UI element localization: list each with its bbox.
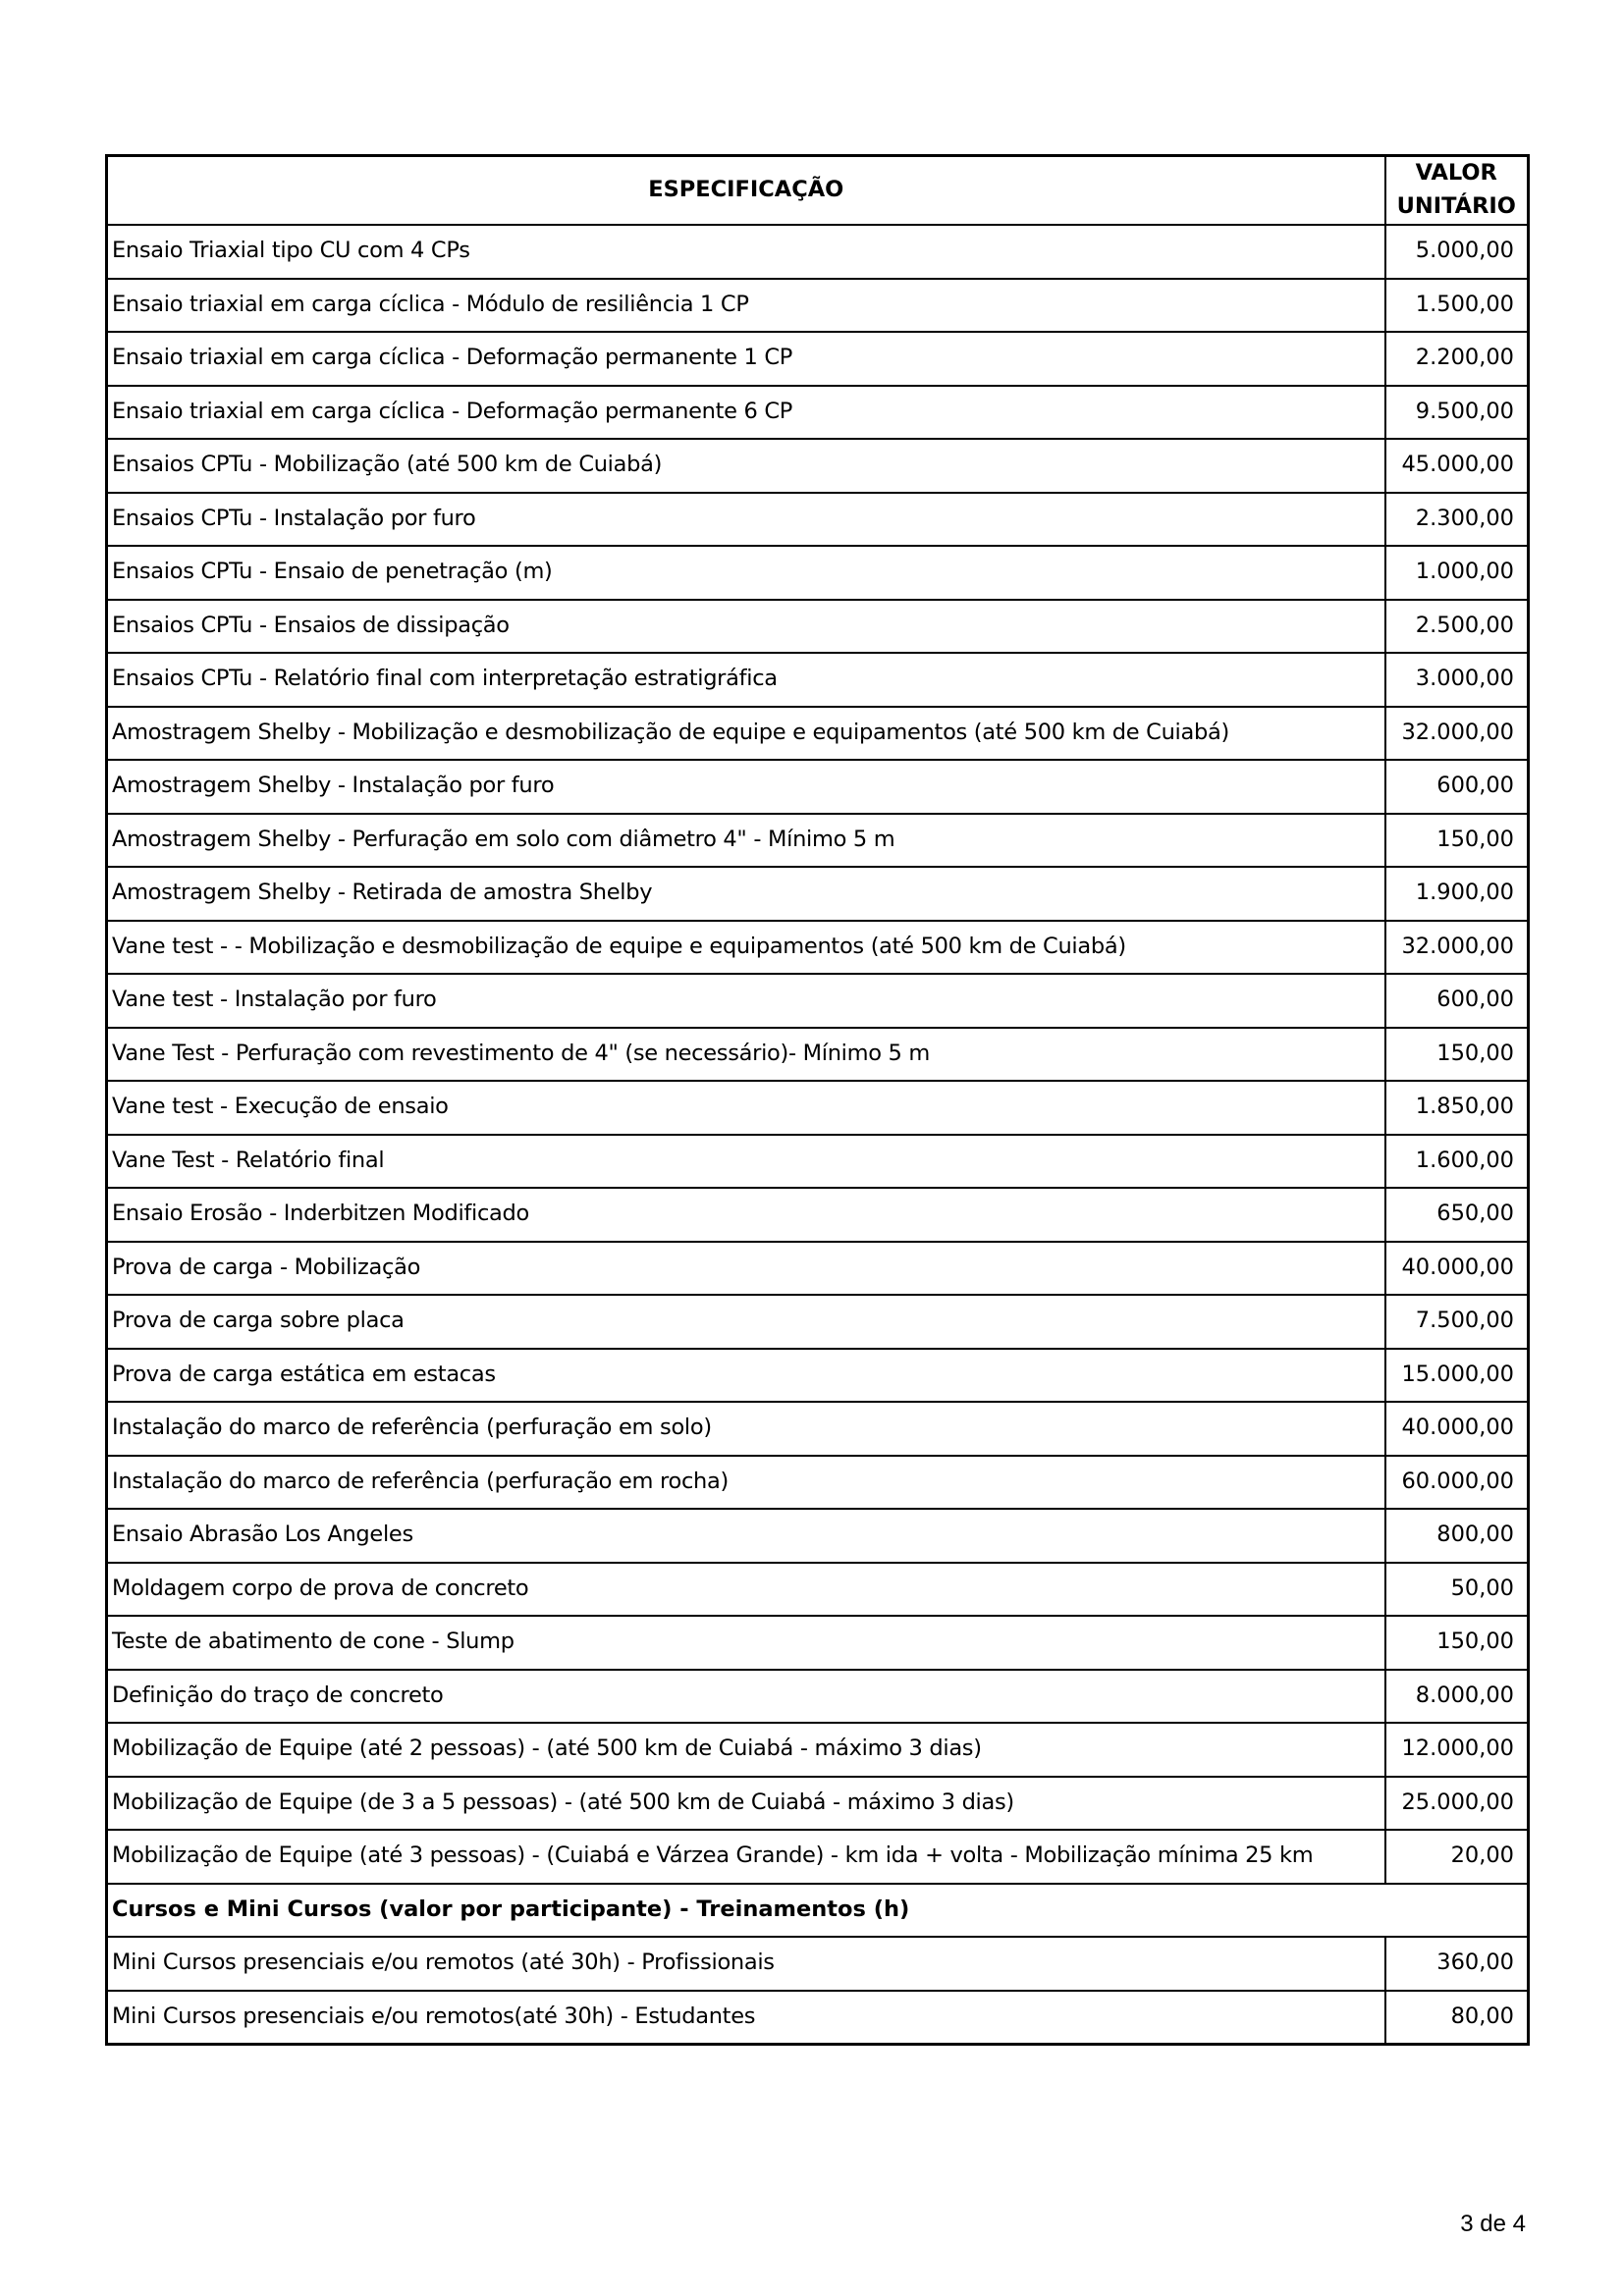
spec-cell: Mini Cursos presenciais e/ou remotos (até 30h) - Profissionais [107,1937,1385,1991]
table-row [107,1456,1529,1510]
table-row [107,493,1529,547]
spec-cell: Ensaio Abrasão Los Angeles [107,1509,1385,1563]
value-cell: 1.000,00 [1385,546,1529,600]
header-especificacao: ESPECIFICAÇÃO [107,156,1385,226]
table-row [107,439,1529,493]
spec-cell: Vane test - Instalação por furo [107,974,1385,1028]
table-row [107,707,1529,761]
value-cell: 150,00 [1385,814,1529,868]
spec-cell: Teste de abatimento de cone - Slump [107,1616,1385,1670]
table-row [107,1188,1529,1242]
spec-cell: Ensaio triaxial em carga cíclica - Módulo de resiliência 1 CP [107,279,1385,333]
table-row [107,1135,1529,1189]
value-cell: 12.000,00 [1385,1723,1529,1777]
spec-cell: Prova de carga sobre placa [107,1295,1385,1349]
table-row [107,600,1529,654]
value-cell: 80,00 [1385,1991,1529,2045]
price-table [105,154,1530,2046]
spec-cell: Ensaio Triaxial tipo CU com 4 CPs [107,225,1385,279]
value-cell: 800,00 [1385,1509,1529,1563]
header-valor-line2: UNITÁRIO [1396,193,1516,219]
value-cell: 600,00 [1385,760,1529,814]
table-row [107,1616,1529,1670]
spec-cell: Vane test - Execução de ensaio [107,1081,1385,1135]
spec-cell: Ensaio Erosão - Inderbitzen Modificado [107,1188,1385,1242]
spec-cell: Mini Cursos presenciais e/ou remotos(até 30h) - Estudantes [107,1991,1385,2045]
table-body [107,225,1529,2045]
table-row [107,867,1529,921]
table-row [107,1563,1529,1617]
spec-cell: Amostragem Shelby - Retirada de amostra Shelby [107,867,1385,921]
value-cell: 650,00 [1385,1188,1529,1242]
page-number: 3 de 4 [1460,2211,1526,2237]
section-title: Cursos e Mini Cursos (valor por participante) - Treinamentos (h) [107,1884,1529,1938]
spec-cell: Ensaios CPTu - Relatório final com interpretação estratigráfica [107,653,1385,707]
value-cell: 40.000,00 [1385,1402,1529,1456]
table-row [107,1777,1529,1831]
spec-cell: Amostragem Shelby - Mobilização e desmobilização de equipe e equipamentos (até 500 km de Cuiabá) [107,707,1385,761]
table-row [107,921,1529,975]
table-row [107,332,1529,386]
value-cell: 8.000,00 [1385,1670,1529,1724]
value-cell: 60.000,00 [1385,1456,1529,1510]
spec-cell: Mobilização de Equipe (de 3 a 5 pessoas) - (até 500 km de Cuiabá - máximo 3 dias) [107,1777,1385,1831]
table-row [107,653,1529,707]
table-row [107,386,1529,440]
value-cell: 7.500,00 [1385,1295,1529,1349]
spec-cell: Instalação do marco de referência (perfuração em solo) [107,1402,1385,1456]
table-row [107,1830,1529,1884]
spec-cell: Mobilização de Equipe (até 3 pessoas) - (Cuiabá e Várzea Grande) - km ida + volta - Mobilização mínima 25 km [107,1830,1385,1884]
value-cell: 45.000,00 [1385,439,1529,493]
value-cell: 2.500,00 [1385,600,1529,654]
value-cell: 360,00 [1385,1937,1529,1991]
value-cell: 3.000,00 [1385,653,1529,707]
spec-cell: Vane Test - Relatório final [107,1135,1385,1189]
value-cell: 32.000,00 [1385,707,1529,761]
spec-cell: Vane Test - Perfuração com revestimento de 4" (se necessário)- Mínimo 5 m [107,1028,1385,1082]
table-row [107,1242,1529,1296]
table-row [107,1295,1529,1349]
value-cell: 150,00 [1385,1028,1529,1082]
table-row [107,1081,1529,1135]
spec-cell: Ensaios CPTu - Ensaio de penetração (m) [107,546,1385,600]
spec-cell: Ensaios CPTu - Mobilização (até 500 km de Cuiabá) [107,439,1385,493]
spec-cell: Ensaios CPTu - Instalação por furo [107,493,1385,547]
value-cell: 2.200,00 [1385,332,1529,386]
header-valor-unitario [1385,156,1529,226]
value-cell: 600,00 [1385,974,1529,1028]
section-row [107,1884,1529,1938]
spec-cell: Moldagem corpo de prova de concreto [107,1563,1385,1617]
spec-cell: Prova de carga estática em estacas [107,1349,1385,1403]
value-cell: 32.000,00 [1385,921,1529,975]
table-row [107,974,1529,1028]
table-row [107,1349,1529,1403]
spec-cell: Ensaios CPTu - Ensaios de dissipação [107,600,1385,654]
table-row [107,546,1529,600]
table-row [107,225,1529,279]
table-row [107,1509,1529,1563]
value-cell: 5.000,00 [1385,225,1529,279]
spec-cell: Amostragem Shelby - Perfuração em solo com diâmetro 4" - Mínimo 5 m [107,814,1385,868]
table-header-row [107,156,1529,226]
value-cell: 40.000,00 [1385,1242,1529,1296]
value-cell: 2.300,00 [1385,493,1529,547]
spec-cell: Amostragem Shelby - Instalação por furo [107,760,1385,814]
table-row [107,1991,1529,2045]
value-cell: 15.000,00 [1385,1349,1529,1403]
value-cell: 1.600,00 [1385,1135,1529,1189]
table-row [107,1937,1529,1991]
table-row [107,1670,1529,1724]
value-cell: 25.000,00 [1385,1777,1529,1831]
value-cell: 1.900,00 [1385,867,1529,921]
table-row [107,279,1529,333]
spec-cell: Mobilização de Equipe (até 2 pessoas) - (até 500 km de Cuiabá - máximo 3 dias) [107,1723,1385,1777]
spec-cell: Ensaio triaxial em carga cíclica - Deformação permanente 1 CP [107,332,1385,386]
spec-cell: Instalação do marco de referência (perfuração em rocha) [107,1456,1385,1510]
spec-cell: Vane test - - Mobilização e desmobilização de equipe e equipamentos (até 500 km de Cuiabá) [107,921,1385,975]
value-cell: 50,00 [1385,1563,1529,1617]
value-cell: 1.850,00 [1385,1081,1529,1135]
table-row [107,1402,1529,1456]
table-row [107,1723,1529,1777]
spec-cell: Ensaio triaxial em carga cíclica - Deformação permanente 6 CP [107,386,1385,440]
value-cell: 150,00 [1385,1616,1529,1670]
value-cell: 20,00 [1385,1830,1529,1884]
table-row [107,1028,1529,1082]
table-row [107,814,1529,868]
value-cell: 1.500,00 [1385,279,1529,333]
spec-cell: Prova de carga - Mobilização [107,1242,1385,1296]
value-cell: 9.500,00 [1385,386,1529,440]
header-valor-line1: VALOR [1415,160,1497,187]
spec-cell: Definição do traço de concreto [107,1670,1385,1724]
table-row [107,760,1529,814]
